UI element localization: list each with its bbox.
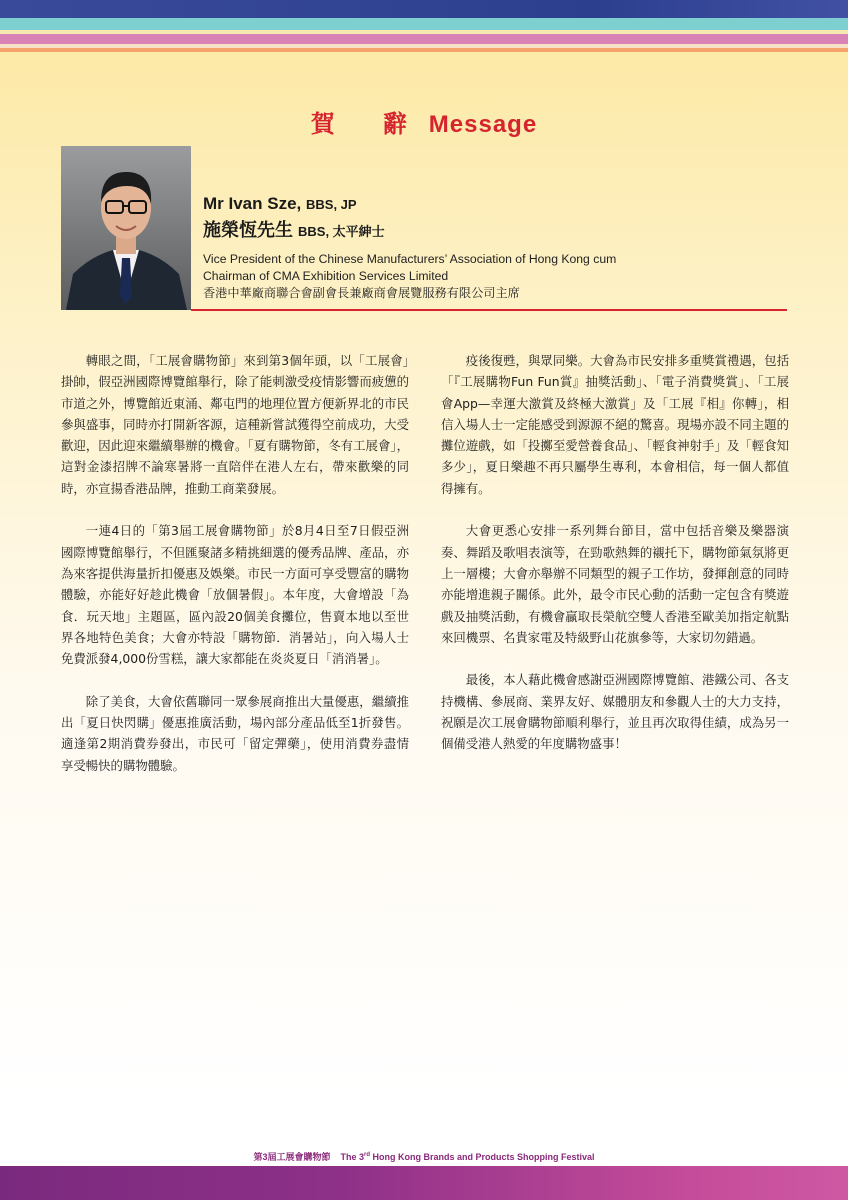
paragraph: 大會更悉心安排一系列舞台節目，當中包括音樂及樂器演奏、舞蹈及歌唱表演等，在勁歌熱舞的襯托下，購物節氣氛將更上一層樓；大會亦舉辦不同類型的親子工作坊，發揮創意的同時亦能增進親子關係。此外，最令市民心動的活動一定包含有獎遊戲及抽獎活動，有機會贏取長榮航空雙人香港至歐美加指定航點來回機票、名貴家電及特級野山花旗參等，大家切勿錯過。 [441,523,789,645]
name-english: Mr Ivan Sze, [203,194,302,213]
paragraph: 轉眼之間，「工展會購物節」來到第3個年頭，以「工展會」掛帥，假亞洲國際博覽館舉行，除了能刺激受疫情影響而疲憊的市道之外，博覽館近東涌、鄰屯門的地理位置方便新界北的市民參與盛事，同時亦打開新客源，這種新嘗試獲得空前成功，大受歡迎，因此迎來繼續舉辦的機會。「夏有購物節，冬有工展會」，這對金漆招牌不論寒暑將一直陪伴在港人左右，帶來歡樂的同時，亦宣揚香港品牌，推動工商業發展。 [61,353,409,496]
header-stripes [0,0,848,52]
footer-bar [0,1166,848,1200]
left-column [61,350,409,797]
footer-english-rest: Hong Kong Brands and Products Shopping Festival [370,1152,595,1162]
footer-english-ordinal: rd [364,1152,371,1158]
name-chinese-postnominal: BBS, 太平紳士 [298,224,385,239]
speaker-name-chinese [203,216,385,242]
name-chinese: 施榮恆先生 [203,220,293,240]
role-line: 香港中華廠商聯合會副會長兼廠商會展覽服務有限公司主席 [203,286,520,300]
footer-english-prefix: The 3 [340,1152,365,1162]
role-line: Vice President of the Chinese Manufacturers’ Association of Hong Kong cum [203,252,617,266]
paragraph: 一連4日的「第3屆工展會購物節」於8月4日至7日假亞洲國際博覽館舉行，不但匯聚諸多精挑細選的優秀品牌、產品，亦為來客提供海量折扣優惠及娛樂。市民一方面可享受豐富的購物體驗，亦能好好趁此機會「放個暑假」。本年度，大會增設「為食．玩天地」主題區，區內設20個美食攤位，售賣本地以至世界各地特色美食；大會亦特設「購物節．消暑站」，向入場人士免費派發4,000份雪糕，讓大家都能在炎炎夏日「消消暑」。 [61,523,409,667]
page-title [0,104,848,139]
stripe-teal [0,18,848,30]
name-english-postnominal: BBS, JP [306,197,357,212]
stripe-navy [0,0,848,18]
footer-caption [0,1150,848,1163]
speaker-name-english [203,194,357,214]
title-chinese: 賀 辭 [310,111,419,138]
speaker-role [203,251,673,302]
footer-chinese: 第3屆工展會購物節 [253,1152,331,1162]
speaker-photo [61,146,191,310]
role-line: Chairman of CMA Exhibition Services Limited [203,269,449,283]
divider-rule [191,309,787,311]
paragraph: 除了美食，大會依舊聯同一眾參展商推出大量優惠，繼續推出「夏日快閃購」優惠推廣活動，場內部分產品低至1折發售。適逢第2期消費券發出，市民可「留定彈藥」，使用消費券盡情享受暢快的購物體驗。 [61,693,409,773]
right-column [441,350,789,776]
portrait-illustration [61,146,191,310]
title-english: Message [428,111,538,138]
stripe-pink [0,34,848,44]
paragraph: 最後，本人藉此機會感謝亞洲國際博覽館、港鐵公司、各支持機構、參展商、業界友好、媒體朋友和參觀人士的大力支持，祝願是次工展會購物節順利舉行，並且再次取得佳績，成為另一個備受港人熱愛的年度購物盛事！ [441,672,789,752]
stripe-orange [0,48,848,52]
paragraph: 疫後復甦，與眾同樂。大會為市民安排多重獎賞禮遇，包括「『工展購物Fun Fun賞』抽獎活動」、「電子消費獎賞」、「工展會App—幸運大激賞及終極大激賞」及「工展『相』你轉」，相信入場人士一定能感受到源源不絕的驚喜。現場亦設不同主題的攤位遊戲，如「投擲至愛營養食品」、「輕食神射手」及「輕食知多少」，夏日樂趣不再只屬學生專利，本會相信，每一個人都值得擁有。 [441,353,789,496]
